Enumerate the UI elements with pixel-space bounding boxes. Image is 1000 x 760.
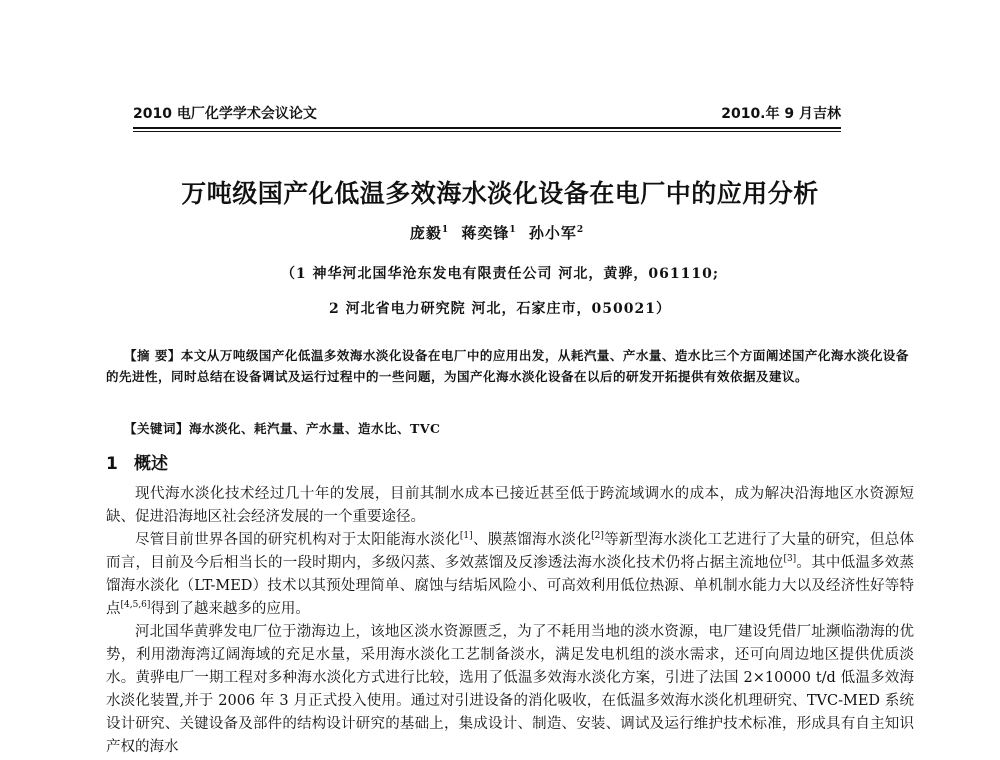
author-name: 蒋奕锋 [461, 224, 510, 242]
paragraph-2 [106, 529, 914, 621]
keywords-label: 【关键词】 [124, 421, 190, 436]
abstract-label: 【摘 要】 [124, 348, 181, 363]
keywords-text: 海水淡化、耗汽量、产水量、造水比、TVC [189, 421, 441, 436]
paragraph-text: 等新型海水淡化工艺进行了大量的研究，但总体而言，目前及今后相当长的一段时期内，多级闪蒸、多效蒸馏及反渗透法海水淡化技术仍将占据主流地位 [106, 532, 915, 571]
author-name: 孙小军 [528, 224, 577, 242]
paragraph-text: 、膜蒸馏海水淡化 [472, 532, 592, 548]
body-text [106, 483, 914, 759]
header-rule [133, 127, 841, 132]
paragraph-3: 河北国华黄骅发电厂位于渤海边上，该地区淡水资源匮乏，为了不耗用当地的淡水资源，电厂建设凭借厂址濒临渤海的优势，利用渤海湾辽阔海域的充足水量，采用海水淡化工艺制备淡水，满足发电机组的淡水需求，还可向周边地区提供优质淡水。黄骅电厂一期工程对多种海水淡化方式进行比较，选用了低温多效海水淡化方案，引进了法国 2×10000 t/d 低温多效海水淡化装置,并于 2006 年 3 月正式投入使用。通过对引进设备的消化吸收，在低温多效海水淡化机理研究、TVC-MED 系统设计研究、关键设备及部件的结构设计研究的基础上，集成设计、制造、安装、调试及运行维护技术标准，形成具有自主知识产权的海水 [106, 624, 914, 755]
paragraph-1: 现代海水淡化技术经过几十年的发展，目前其制水成本已接近甚至低于跨流域调水的成本，成为解决沿海地区水资源短缺、促进沿海地区社会经济发展的一个重要途径。 [106, 486, 914, 525]
citation-ref: [2] [591, 531, 604, 542]
abstract-text: 本文从万吨级国产化低温多效海水淡化设备在电厂中的应用出发，从耗汽量、产水量、造水比三个方面阐述国产化海水淡化设备的先进性，同时总结在设备调试及运行过程中的一些问题，为国产化海水淡化设备在以后的研发开拓提供有效依据及建议。 [106, 348, 909, 384]
author-affiliation-mark: 1 [441, 225, 450, 235]
author-line [0, 222, 1000, 243]
keywords [124, 418, 914, 439]
section-title: 概述 [134, 454, 168, 474]
abstract [106, 345, 914, 387]
citation-ref: [3] [783, 554, 797, 565]
header-conference: 2010 电厂化学学术会议论文 [133, 106, 317, 122]
paper-title: 万吨级国产化低温多效海水淡化设备在电厂中的应用分析 [181, 179, 819, 208]
author-affiliation-mark: 2 [576, 225, 585, 235]
citation-ref: [1] [459, 531, 473, 542]
paragraph-text: 尽管目前世界各国的研究机构对于太阳能海水淡化 [135, 532, 460, 548]
affiliation-2: 2 河北省电力研究院 河北，石家庄市，050021） [329, 301, 671, 317]
header-date-place: 2010.年 9 月吉林 [721, 106, 841, 122]
author-affiliation-mark: 1 [509, 225, 517, 235]
section-number: 1 [106, 454, 118, 474]
citation-ref: [4,5,6] [120, 600, 151, 611]
paragraph-text: 得到了越来越多的应用。 [150, 601, 310, 617]
section-heading [106, 449, 168, 474]
paragraph-text: 。其中低温多效蒸馏海水淡化（LT-MED）技术以其预处理简单、腐蚀与结垢风险小、可高效利用低位热源、单机制水能力大以及经济性好等特点 [106, 555, 915, 617]
affiliation-1: （1 神华河北国华沧东发电有限责任公司 河北，黄骅，061110; [280, 266, 720, 282]
running-header [133, 106, 841, 122]
author-name: 庞毅 [409, 224, 442, 242]
